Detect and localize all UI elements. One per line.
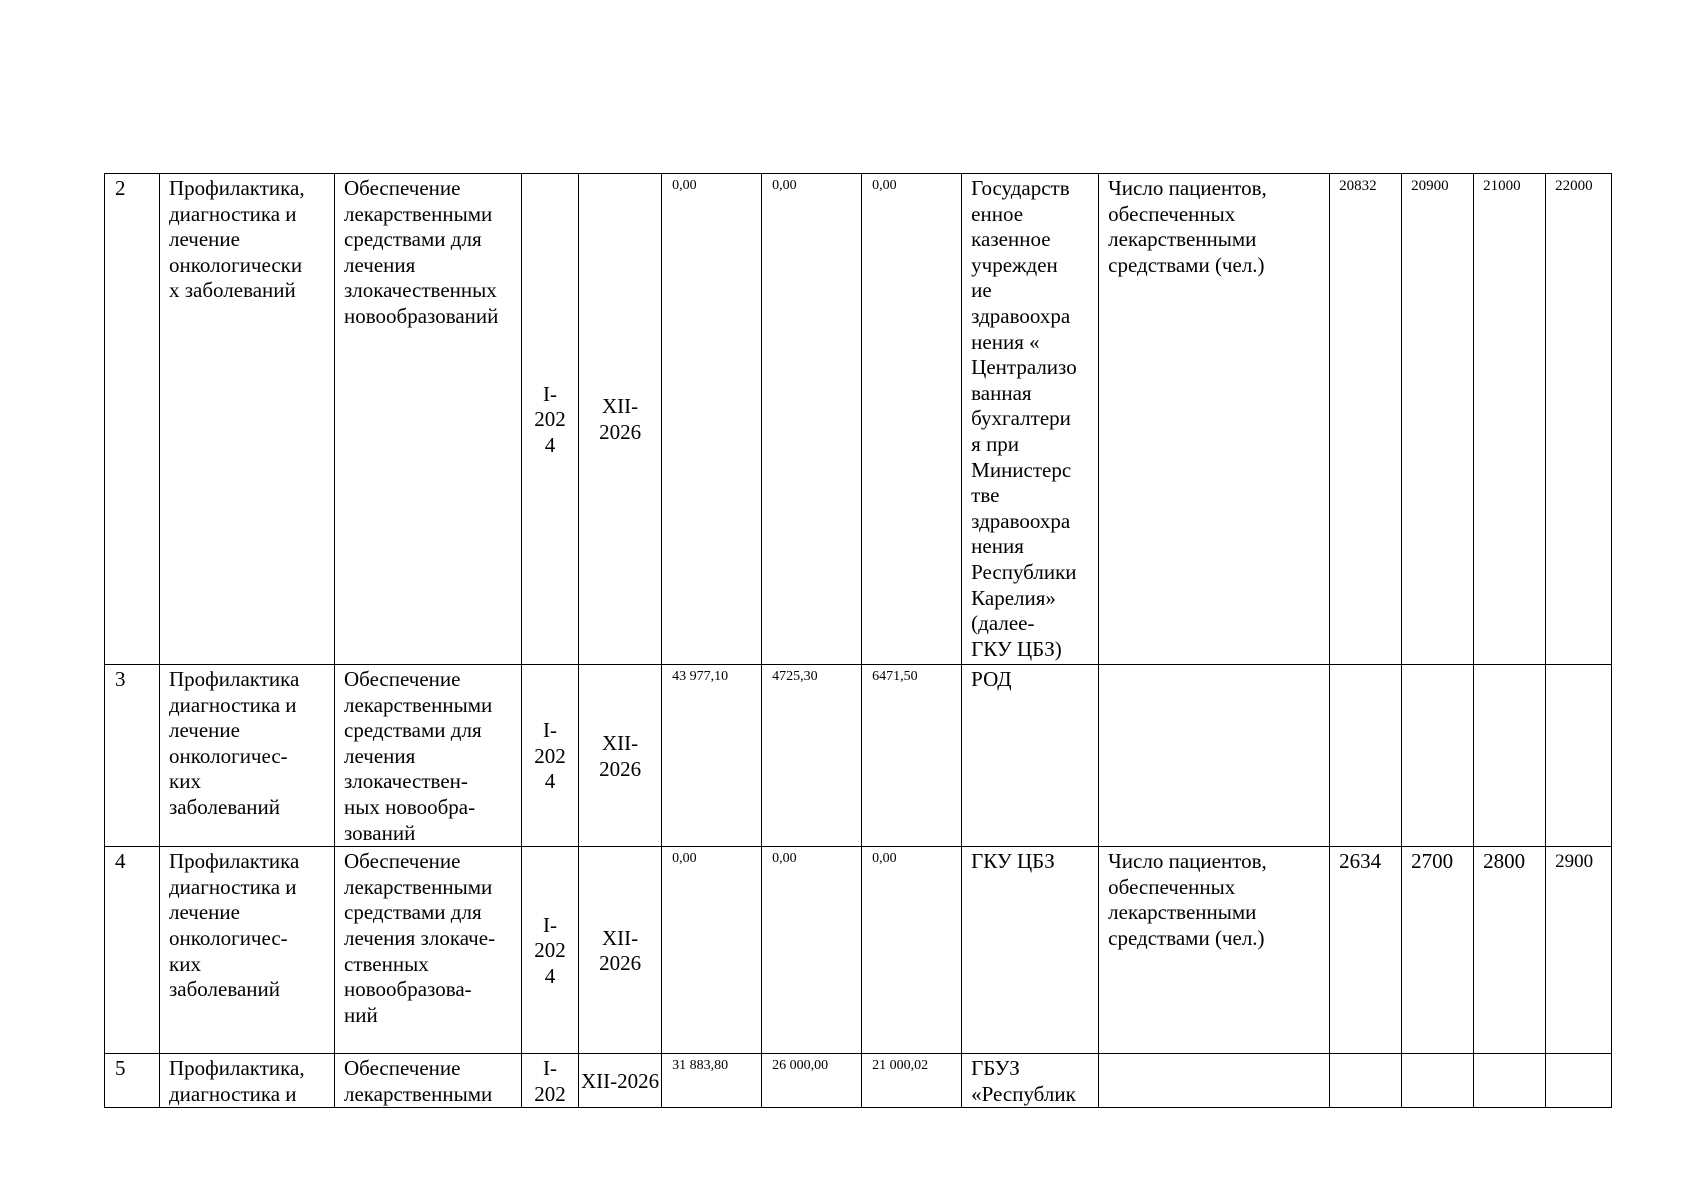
task-cell-line: х заболеваний: [169, 278, 296, 303]
end-date-cell: [579, 665, 662, 847]
executor-cell-line: ванная: [971, 380, 1032, 405]
end-date-cell-line: XII-: [602, 394, 639, 419]
event-cell-line: лечения: [344, 252, 416, 277]
task-cell: [160, 174, 335, 665]
event-cell-line: новообразова-: [344, 977, 472, 1002]
start-date-cell-line: I-: [543, 912, 557, 937]
table-row: [105, 665, 1612, 847]
indicator-cell-line: средствами (чел.): [1108, 925, 1265, 950]
row-number-cell: 3: [105, 665, 160, 847]
event-cell: [335, 665, 522, 847]
end-date-cell: [579, 1054, 662, 1108]
table-row: [105, 1054, 1612, 1108]
event-cell: [335, 1054, 522, 1108]
indicator-cell-line: обеспеченных: [1108, 201, 1236, 226]
event-cell-line: Обеспечение: [344, 667, 461, 691]
event-cell-line: новообразований: [344, 303, 499, 328]
executor-cell-line: бухгалтери: [971, 406, 1071, 431]
indicator-cell: [1099, 174, 1330, 665]
task-cell-line: онкологичес-: [169, 743, 288, 768]
executor-cell-line: енное: [971, 201, 1024, 226]
task-cell-line: Профилактика,: [169, 176, 305, 200]
executor-cell: [962, 1054, 1099, 1108]
funding-2025-cell: 0,00: [762, 847, 862, 1054]
event-cell-line: лечения злокаче-: [344, 925, 496, 950]
task-cell-line: Профилактика: [169, 667, 300, 691]
event-cell-line: средствами для: [344, 900, 482, 925]
end-date-cell: [579, 847, 662, 1054]
executor-cell-line: Централизо: [971, 355, 1077, 380]
indicator-value-cell: 2900: [1546, 847, 1612, 1054]
task-cell-line: диагностика и: [169, 692, 297, 717]
event-cell: [335, 174, 522, 665]
task-cell-line: Профилактика,: [169, 1056, 305, 1081]
executor-cell-line: Министерс: [971, 457, 1072, 482]
task-cell-line: ких: [169, 951, 201, 976]
executor-cell-line: (далее-: [971, 611, 1035, 636]
end-date-cell-line: XII-2026: [581, 1068, 660, 1093]
start-date-cell-line: 202: [534, 743, 566, 768]
event-cell-line: зований: [344, 820, 416, 845]
indicator-cell: [1099, 847, 1330, 1054]
task-cell-line: Профилактика: [169, 849, 300, 874]
program-events-table: [104, 173, 1612, 1108]
start-date-cell-line: 202: [534, 1081, 566, 1106]
executor-cell-line: ГБУЗ: [971, 1056, 1020, 1081]
funding-2024-cell: 0,00: [662, 847, 762, 1054]
executor-cell-line: Карелия»: [971, 585, 1056, 610]
start-date-cell-line: 202: [534, 407, 566, 432]
end-date-cell-line: XII-: [602, 925, 639, 950]
end-date-cell-line: 2026: [599, 951, 642, 976]
start-date-cell: [522, 847, 579, 1054]
end-date-cell-line: 2026: [599, 420, 642, 444]
event-cell-line: Обеспечение: [344, 1056, 461, 1081]
task-cell-line: онкологичес-: [169, 925, 288, 950]
funding-2026-cell: 21 000,02: [862, 1054, 962, 1108]
start-date-cell-line: 4: [544, 432, 556, 457]
start-date-cell-line: 202: [534, 938, 566, 963]
funding-2024-cell: 0,00: [662, 174, 762, 665]
task-cell-line: диагностика и: [169, 874, 297, 899]
indicator-value-cell: [1402, 1054, 1474, 1108]
executor-cell-line: ГКУ ЦБЗ: [971, 849, 1055, 874]
executor-cell-line: нения: [971, 534, 1024, 559]
event-cell-line: Обеспечение: [344, 176, 461, 200]
indicator-cell-line: Число пациентов,: [1108, 849, 1267, 874]
indicator-cell-line: лекарственными: [1108, 227, 1257, 252]
funding-2026-cell: 0,00: [862, 847, 962, 1054]
indicator-cell-line: Число пациентов,: [1108, 176, 1267, 200]
indicator-value-cell: 22000: [1546, 174, 1612, 665]
indicator-value-cell: [1330, 665, 1402, 847]
task-cell: [160, 665, 335, 847]
end-date-cell-line: 2026: [599, 756, 642, 781]
start-date-cell: [522, 1054, 579, 1108]
start-date-cell-line: I-: [543, 718, 557, 743]
task-cell-line: лечение: [169, 227, 240, 252]
event-cell-line: лечения: [344, 743, 416, 768]
event-cell-line: ний: [344, 1002, 378, 1027]
funding-2024-cell: 43 977,10: [662, 665, 762, 847]
indicator-cell: [1099, 665, 1330, 847]
executor-cell-line: я при: [971, 431, 1020, 456]
indicator-cell-line: обеспеченных: [1108, 874, 1236, 899]
funding-2025-cell: 26 000,00: [762, 1054, 862, 1108]
row-number-cell: 4: [105, 847, 160, 1054]
task-cell-line: заболеваний: [169, 794, 280, 819]
indicator-value-cell: 2634: [1330, 847, 1402, 1054]
indicator-value-cell: 20832: [1330, 174, 1402, 665]
task-cell-line: диагностика и: [169, 1081, 297, 1106]
start-date-cell: [522, 665, 579, 847]
executor-cell: [962, 174, 1099, 665]
funding-2026-cell: 6471,50: [862, 665, 962, 847]
indicator-value-cell: [1402, 665, 1474, 847]
executor-cell-line: ГКУ ЦБЗ): [971, 636, 1062, 661]
executor-cell: [962, 847, 1099, 1054]
executor-cell-line: Государств: [971, 176, 1070, 200]
indicator-cell: [1099, 1054, 1330, 1108]
event-cell-line: Обеспечение: [344, 849, 461, 874]
task-cell: [160, 847, 335, 1054]
start-date-cell-line: 4: [544, 963, 556, 988]
start-date-cell-line: I-: [543, 1056, 557, 1081]
row-number-cell: 2: [105, 174, 160, 665]
task-cell-line: ких: [169, 769, 201, 794]
indicator-value-cell: 20900: [1402, 174, 1474, 665]
executor-cell-line: учрежден: [971, 252, 1058, 277]
executor-cell-line: Республики: [971, 559, 1077, 584]
executor-cell-line: РОД: [971, 667, 1012, 691]
executor-cell-line: ие: [971, 278, 992, 303]
task-cell-line: заболеваний: [169, 977, 280, 1002]
event-cell-line: лекарственными: [344, 1081, 493, 1106]
event-cell-line: злокачественных: [344, 278, 497, 303]
task-cell-line: диагностика и: [169, 201, 297, 226]
executor-cell-line: «Республик: [971, 1081, 1076, 1106]
end-date-cell-line: XII-: [602, 730, 639, 755]
indicator-value-cell: [1474, 1054, 1546, 1108]
task-cell: [160, 1054, 335, 1108]
indicator-value-cell: 2800: [1474, 847, 1546, 1054]
funding-2025-cell: 4725,30: [762, 665, 862, 847]
event-cell-line: ственных: [344, 951, 429, 976]
executor-cell-line: тве: [971, 483, 1000, 508]
event-cell-line: лекарственными: [344, 692, 493, 717]
task-cell-line: лечение: [169, 900, 240, 925]
end-date-cell: [579, 174, 662, 665]
event-cell-line: лекарственными: [344, 201, 493, 226]
indicator-value-cell: [1546, 1054, 1612, 1108]
indicator-value-cell: [1330, 1054, 1402, 1108]
event-cell-line: ных новообра-: [344, 794, 476, 819]
executor-cell-line: здравоохра: [971, 303, 1071, 328]
table-body: [105, 174, 1612, 1108]
funding-2026-cell: 0,00: [862, 174, 962, 665]
start-date-cell: [522, 174, 579, 665]
event-cell-line: злокачествен-: [344, 769, 468, 794]
executor-cell-line: казенное: [971, 227, 1051, 252]
indicator-value-cell: [1546, 665, 1612, 847]
indicator-value-cell: 21000: [1474, 174, 1546, 665]
funding-2024-cell: 31 883,80: [662, 1054, 762, 1108]
start-date-cell-line: 4: [544, 769, 556, 794]
start-date-cell-line: I-: [543, 381, 557, 406]
executor-cell-line: нения «: [971, 329, 1040, 354]
task-cell-line: лечение: [169, 718, 240, 743]
executor-cell-line: здравоохра: [971, 508, 1071, 533]
table-row: [105, 174, 1612, 665]
table-row: [105, 847, 1612, 1054]
indicator-cell-line: средствами (чел.): [1108, 252, 1265, 277]
event-cell-line: лекарственными: [344, 874, 493, 899]
row-number-cell: 5: [105, 1054, 160, 1108]
event-cell-line: средствами для: [344, 718, 482, 743]
event-cell: [335, 847, 522, 1054]
indicator-cell-line: лекарственными: [1108, 900, 1257, 925]
funding-2025-cell: 0,00: [762, 174, 862, 665]
executor-cell: [962, 665, 1099, 847]
indicator-value-cell: 2700: [1402, 847, 1474, 1054]
indicator-value-cell: [1474, 665, 1546, 847]
document-page: [104, 173, 1612, 1108]
task-cell-line: онкологически: [169, 252, 303, 277]
event-cell-line: средствами для: [344, 227, 482, 252]
